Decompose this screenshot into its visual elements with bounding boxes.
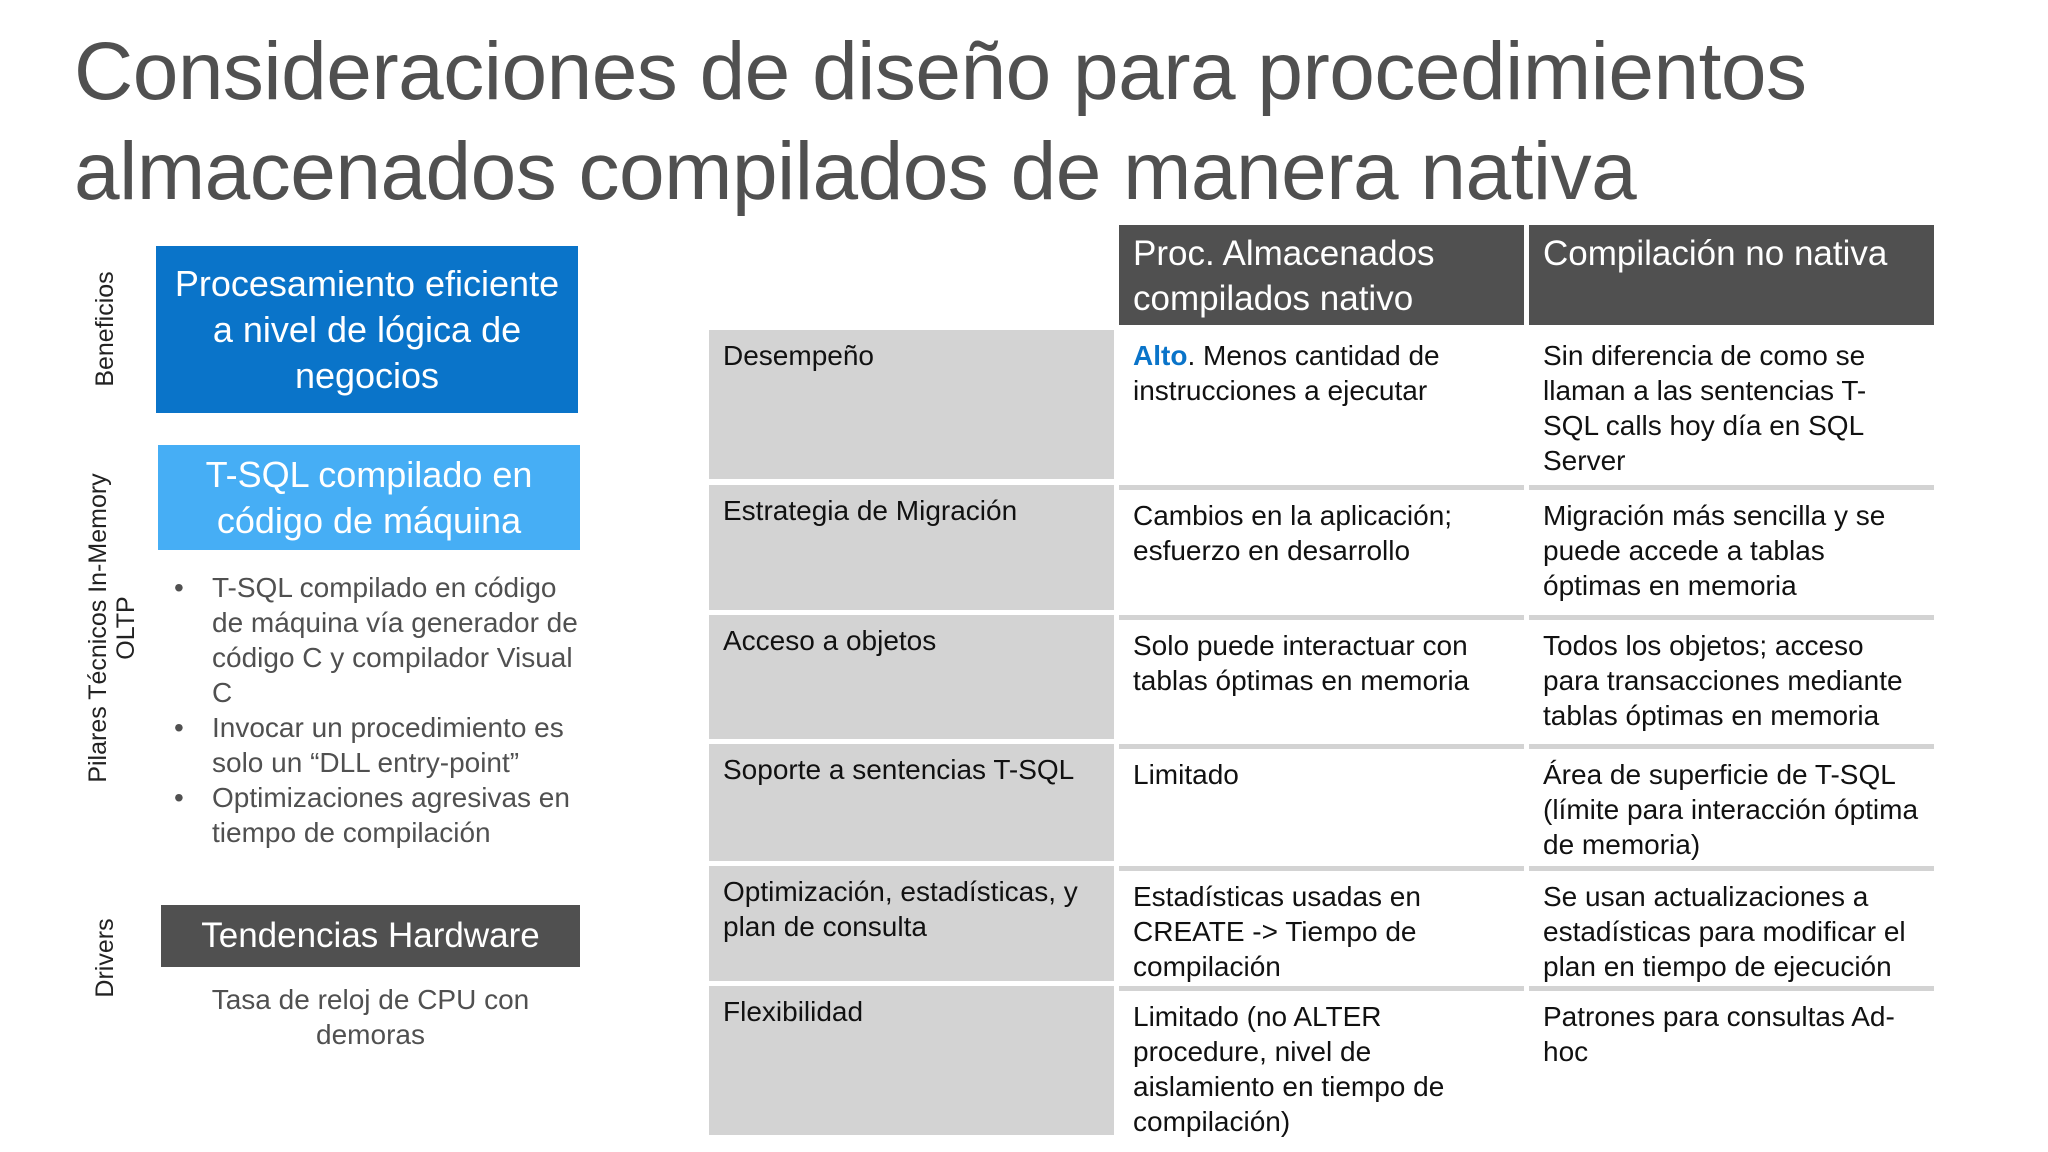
- section-label-beneficios: Beneficios: [91, 271, 119, 387]
- pillars-box: [158, 445, 580, 550]
- cell-non-native: Patrones para consultas Ad-hoc: [1529, 986, 1934, 1135]
- cell-native: Cambios en la aplicación; esfuerzo en desarrollo: [1119, 485, 1524, 610]
- row-label: Optimización, estadísticas, y plan de consulta: [709, 866, 1114, 981]
- pillars-line: T-SQL compilado en: [205, 453, 533, 495]
- table-row: [709, 330, 1934, 479]
- drivers-text-line: Tasa de reloj de CPU con: [211, 984, 530, 1015]
- cell-native: Limitado: [1119, 744, 1524, 861]
- cell-non-native: Migración más sencilla y se puede accede a tablas óptimas en memoria: [1529, 485, 1934, 610]
- pillars-line: código de máquina: [216, 499, 522, 541]
- table-row: [709, 744, 1934, 861]
- row-label: Flexibilidad: [709, 986, 1114, 1135]
- cell-text: . Menos cantidad de instrucciones a ejecutar: [1133, 340, 1440, 406]
- row-label: Estrategia de Migración: [709, 485, 1114, 610]
- table-row: [709, 986, 1934, 1135]
- row-label: Desempeño: [709, 330, 1114, 479]
- cell-native: Estadísticas usadas en CREATE -> Tiempo de compilación: [1119, 866, 1524, 981]
- table-row: [709, 615, 1934, 739]
- cell-non-native: Se usan actualizaciones a estadísticas para modificar el plan en tiempo de ejecución: [1529, 866, 1934, 981]
- row-label: Soporte a sentencias T-SQL: [709, 744, 1114, 861]
- pilares-line-2: OLTP: [112, 596, 140, 660]
- accent-text: Alto: [1133, 340, 1188, 371]
- benefits-line: negocios: [294, 354, 440, 396]
- benefits-line: Procesamiento eficiente: [174, 262, 560, 304]
- cell-non-native: Todos los objetos; acceso para transacciones mediante tablas óptimas en memoria: [1529, 615, 1934, 739]
- title-line-2: almacenados compilados de manera nativa: [74, 126, 1637, 217]
- table-row: [709, 485, 1934, 610]
- bullet-item: • T-SQL compilado en código de máquina vía generador de código C y compilador Visual C: [160, 570, 590, 710]
- benefits-box: [156, 246, 578, 413]
- row-label: Acceso a objetos: [709, 615, 1114, 739]
- pillars-bullet-list: [160, 570, 590, 850]
- benefits-line: a nivel de lógica de: [212, 308, 522, 350]
- drivers-text: [161, 982, 580, 1052]
- cell-native: [1119, 330, 1524, 479]
- drivers-box: Tendencias Hardware: [161, 905, 580, 967]
- drivers-text-line: demoras: [316, 1019, 425, 1050]
- slide-title: [74, 22, 1974, 222]
- section-label-pilares: [84, 473, 140, 782]
- cell-native: Solo puede interactuar con tablas óptimas en memoria: [1119, 615, 1524, 739]
- cell-non-native: Área de superficie de T-SQL (límite para interacción óptima de memoria): [1529, 744, 1934, 861]
- cell-non-native: Sin diferencia de como se llaman a las sentencias T-SQL calls hoy día en SQL Server: [1543, 340, 1867, 476]
- pilares-line-1: Pilares Técnicos In-Memory: [84, 473, 112, 783]
- cell-native: Limitado (no ALTER procedure, nivel de aislamiento en tiempo de compilación): [1119, 986, 1524, 1135]
- bullet-item: • Optimizaciones agresivas en tiempo de compilación: [160, 780, 590, 850]
- header-non-native: Compilación no nativa: [1529, 225, 1934, 325]
- header-native: Proc. Almacenados compilados nativo: [1119, 225, 1524, 325]
- table-row: [709, 866, 1934, 981]
- section-label-drivers: Drivers: [91, 918, 119, 998]
- title-line-1: Consideraciones de diseño para procedimientos: [74, 26, 1807, 117]
- bullet-item: • Invocar un procedimiento es solo un “DLL entry-point”: [160, 710, 590, 780]
